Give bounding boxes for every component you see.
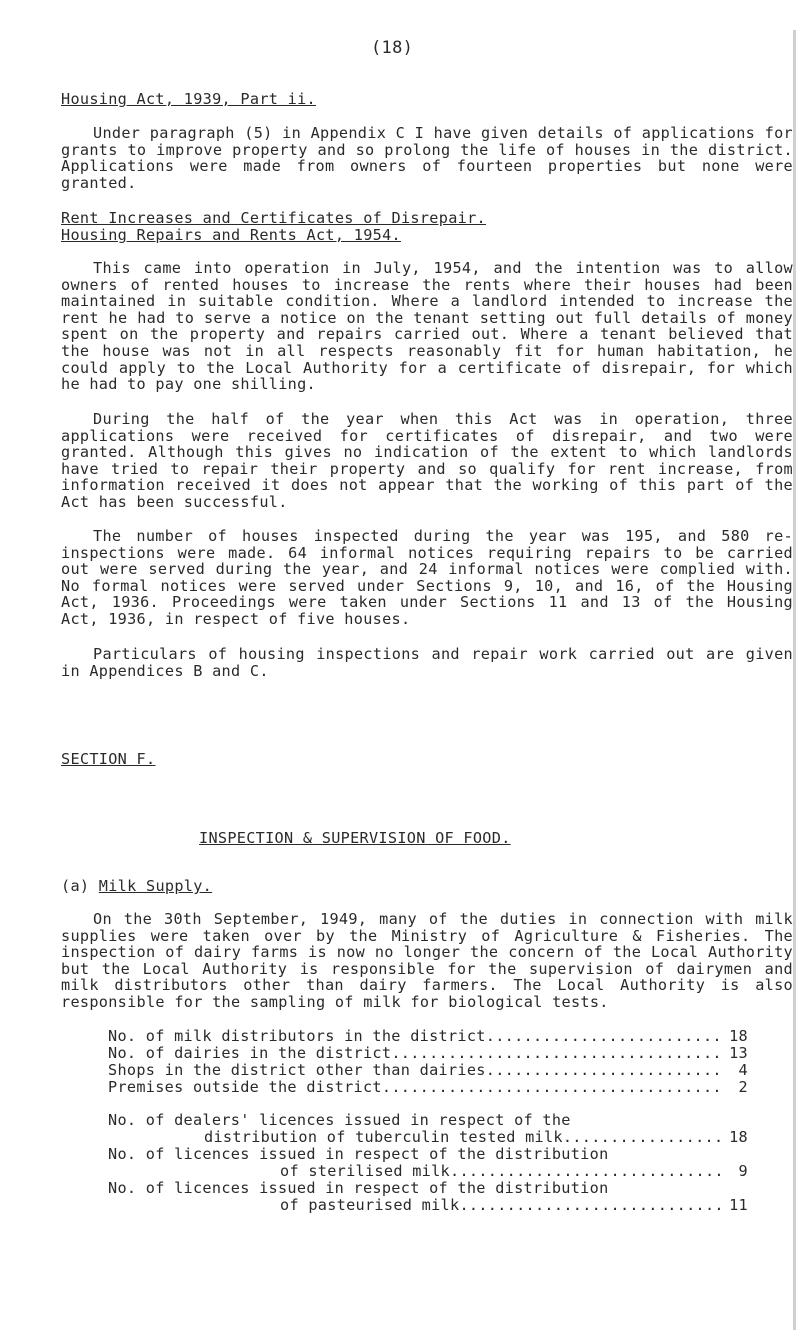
list-item-first-line	[108, 1180, 748, 1197]
paragraph-rents-act	[61, 260, 793, 393]
leader-dots	[382, 1079, 722, 1096]
leader-dots	[391, 1045, 722, 1062]
list-item-first-line	[108, 1112, 748, 1129]
rent-increases-heading: Rent Increases and Certificates of Disrepair.	[61, 209, 486, 227]
milk-supply-title: Milk Supply.	[98, 877, 213, 895]
paragraph-inspections-text: The number of houses inspected during the year was 195, and 580 re-inspections were made. 64 informal notices requiring repairs to be carried out were served during the year, and 24 informal notices were complied with. No formal notices were served under Sections 9, 10, and 16, of the Housing Act, 1936. Proceedings were taken under Sections 11 and 13 of the Housing Act, 1936, in respect of five houses.	[61, 527, 793, 628]
subsection-title: INSPECTION & SUPERVISION OF FOOD.	[199, 829, 511, 847]
list-item	[108, 1129, 748, 1146]
list-item	[108, 1163, 748, 1180]
leader-dots	[486, 1062, 722, 1079]
list-item-label: No. of licences issued in respect of the distribution	[108, 1145, 609, 1163]
list-item-label: No. of milk distributors in the district	[108, 1027, 486, 1045]
milk-stats-list	[108, 1028, 748, 1096]
list-item-value: 4	[738, 1061, 748, 1079]
list-item-value: 11	[729, 1196, 748, 1214]
leader-dots	[450, 1163, 722, 1180]
list-item-value: 18	[729, 1128, 748, 1146]
housing-repairs-heading: Housing Repairs and Rents Act, 1954.	[61, 226, 401, 244]
list-item	[108, 1045, 748, 1062]
leader-dots	[563, 1129, 722, 1146]
list-item-label: No. of dairies in the district	[108, 1044, 392, 1062]
paragraph-milk-text: On the 30th September, 1949, many of the duties in connection with milk supplies were taken over by the Ministry of Agriculture & Fisheries. The inspection of dairy farms is now no longer the concern of the Local Authority but the Local Authority is responsible for the supervision of dairymen and milk distributors other than dairy farmers. The Local Authority is also responsible for the sampling of milk for biological tests.	[61, 910, 793, 1011]
housing-act-heading: Housing Act, 1939, Part ii.	[61, 90, 316, 108]
list-item-value: 13	[729, 1044, 748, 1062]
list-item-label-continued: distribution of tuberculin tested milk	[204, 1128, 563, 1146]
list-item	[108, 1079, 748, 1096]
list-item-label-continued: of pasteurised milk	[280, 1196, 460, 1214]
list-item-label: Shops in the district other than dairies	[108, 1061, 486, 1079]
section-title: SECTION F.	[61, 750, 156, 768]
licences-list	[108, 1112, 748, 1214]
list-item-value: 2	[738, 1078, 748, 1096]
list-item-label: No. of licences issued in respect of the distribution	[108, 1179, 609, 1197]
page-edge-shadow	[793, 30, 796, 1330]
paragraph-particulars	[61, 646, 793, 679]
list-item-label: No. of dealers' licences issued in respect of the	[108, 1111, 571, 1129]
list-item	[108, 1028, 748, 1045]
paragraph-particulars-text: Particulars of housing inspections and repair work carried out are given in Appendices B and C.	[61, 645, 793, 680]
paragraph-disrepair	[61, 411, 793, 511]
list-item	[108, 1197, 748, 1214]
list-item-first-line	[108, 1146, 748, 1163]
milk-supply-prefix: (a)	[61, 877, 90, 895]
leader-dots	[459, 1197, 722, 1214]
leader-dots	[486, 1028, 722, 1045]
list-item-value: 9	[738, 1162, 748, 1180]
list-item-value: 18	[729, 1027, 748, 1045]
list-item-label: Premises outside the district	[108, 1078, 382, 1096]
milk-supply-heading	[61, 877, 212, 895]
paragraph-grants	[61, 125, 793, 191]
paragraph-disrepair-text: During the half of the year when this Act was in operation, three applications were received for certificates of disrepair, and two were granted. Although this gives no indication of the extent to which landlords have tried to repair their property and so qualify for rent increase, from information received it does not appear that the working of this part of the Act has been successful.	[61, 410, 793, 511]
paragraph-inspections	[61, 528, 793, 628]
paragraph-rents-act-text: This came into operation in July, 1954, and the intention was to allow owners of rented houses to increase the rents where their houses had been maintained in suitable condition. Where a landlord intended to increase the rent he had to serve a notice on the tenant setting out full details of money spent on the property and repairs carried out. Where a tenant believed that the house was not in all respects reasonably fit for human habitation, he could apply to the Local Authority for a certificate of disrepair, for which he had to pay one shilling.	[61, 259, 793, 394]
list-item	[108, 1062, 748, 1079]
paragraph-grants-text: Under paragraph (5) in Appendix C I have given details of applications for grants to improve property and so prolong the life of houses in the district. Applications were made from owners of fourteen properties but none were granted.	[61, 124, 793, 192]
page-number: (18)	[371, 38, 414, 58]
list-item-label-continued: of sterilised milk	[280, 1162, 450, 1180]
paragraph-milk	[61, 911, 793, 1011]
